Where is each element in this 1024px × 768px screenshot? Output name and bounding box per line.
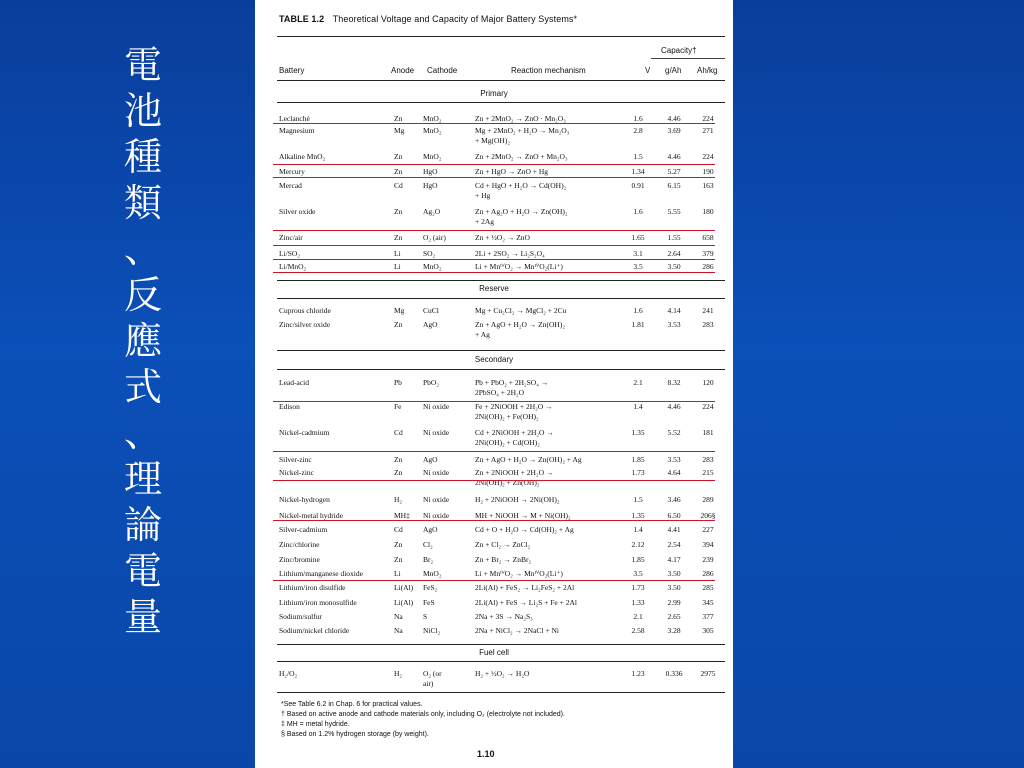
cell-reaction: Zn + 2NiOOH + 2H₂O → bbox=[475, 468, 554, 477]
cell-v: 1.34 bbox=[631, 167, 645, 176]
table-row bbox=[255, 378, 733, 397]
cell-cathode: S bbox=[423, 612, 428, 621]
cell-reaction: Zn + 2MnO₂ → ZnO + Mn₂O₃ bbox=[475, 152, 568, 161]
cell-ahkg: 345 bbox=[702, 598, 714, 607]
cell-reaction: Fe + 2NiOOH + 2H₂O → bbox=[475, 402, 553, 411]
cell-anode: H₂ bbox=[394, 669, 403, 678]
title-char: 電 bbox=[123, 549, 162, 593]
cell-battery: Nickel-cadmium bbox=[279, 428, 330, 437]
cell-cathode: Ni oxide bbox=[423, 511, 450, 520]
title-char: 種 bbox=[123, 135, 162, 179]
cell-cathode: MnO₂ bbox=[423, 569, 442, 578]
table-row bbox=[255, 495, 733, 507]
cell-anode: Zn bbox=[394, 167, 403, 176]
bottom-rule bbox=[277, 692, 725, 693]
cell-battery: Mercury bbox=[279, 167, 305, 176]
table-row bbox=[255, 626, 733, 638]
cell-anode: Fe bbox=[394, 402, 402, 411]
cell-ahkg: 394 bbox=[702, 540, 714, 549]
cell-reaction: Pb + PbO₂ + 2H₂SO₄ → bbox=[475, 378, 549, 387]
cell-gah: 5.52 bbox=[667, 428, 681, 437]
title-char: 應 bbox=[123, 319, 162, 363]
footnote-3: ‡ MH = metal hydride. bbox=[281, 721, 350, 728]
cell-reaction: Cd + O + H₂O → Cd(OH)₂ + Ag bbox=[475, 525, 574, 534]
table-row bbox=[255, 468, 733, 487]
cell-cathode: SO₂ bbox=[423, 249, 436, 258]
cell-anode: Mg bbox=[394, 126, 405, 135]
cell-v: 1.6 bbox=[633, 306, 643, 315]
cell-cathode: HgO bbox=[423, 167, 438, 176]
cell-v: 1.6 bbox=[633, 114, 643, 123]
cell-ahkg: 181 bbox=[702, 428, 714, 437]
cell-anode: Li(Al) bbox=[394, 598, 414, 607]
cell-cathode: FeS₂ bbox=[423, 583, 438, 592]
cell-gah: 4.46 bbox=[667, 152, 681, 161]
cell-ahkg: 239 bbox=[702, 555, 714, 564]
cell-gah: 3.28 bbox=[667, 626, 681, 635]
cell-ahkg: 206§ bbox=[700, 511, 716, 520]
cell-v: 1.35 bbox=[631, 428, 645, 437]
table-row bbox=[255, 669, 733, 688]
cell-v: 2.58 bbox=[631, 626, 645, 635]
header-ahkg: Ah/kg bbox=[697, 66, 718, 75]
cell-anode: Cd bbox=[394, 181, 403, 190]
table-row bbox=[255, 233, 733, 245]
header-reaction: Reaction mechanism bbox=[511, 66, 586, 75]
cell-v: 2.1 bbox=[633, 378, 643, 387]
cell-gah: 2.54 bbox=[667, 540, 681, 549]
title-char: 反 bbox=[123, 273, 162, 317]
table-row bbox=[255, 181, 733, 200]
page-number: 1.10 bbox=[477, 749, 495, 759]
title-char: 式 bbox=[123, 365, 162, 409]
cell-reaction: Zn + ½O₂ → ZnO bbox=[475, 233, 530, 242]
title-char: 類 bbox=[123, 181, 162, 225]
footnote-2: † Based on active anode and cathode materials only, including O₂ (electrolyte not included). bbox=[281, 711, 565, 718]
cell-anode: Zn bbox=[394, 468, 403, 477]
cell-v: 1.23 bbox=[631, 669, 645, 678]
cell-anode: Zn bbox=[394, 114, 403, 123]
section-secondary: Secondary bbox=[474, 355, 514, 364]
cell-reaction: Zn + 2MnO₂ → ZnO · Mn₂O₃ bbox=[475, 114, 566, 123]
cell-ahkg: 271 bbox=[702, 126, 714, 135]
cell-cathode: Br₂ bbox=[423, 555, 434, 564]
cell-v: 1.65 bbox=[631, 233, 645, 242]
highlight-underline bbox=[273, 123, 715, 124]
primary-rule bbox=[277, 102, 725, 103]
cell-battery: Sodium/nickel chloride bbox=[279, 626, 350, 635]
cell-v: 2.8 bbox=[633, 126, 643, 135]
cell-ahkg: 215 bbox=[702, 468, 714, 477]
cell-reaction: Li + MnᴵⱽO₂ → MnᴵⱽO₂(Li⁺) bbox=[475, 262, 563, 271]
cell-ahkg: 379 bbox=[702, 249, 714, 258]
table-row bbox=[255, 598, 733, 610]
cell-gah: 3.53 bbox=[667, 455, 681, 464]
cell-anode: Na bbox=[394, 612, 403, 621]
title-char: 量 bbox=[123, 595, 162, 639]
cell-battery: Li/SO₂ bbox=[279, 249, 300, 258]
fuel-rule bbox=[277, 661, 725, 662]
cell-reaction: Zn + HgO → ZnO + Hg bbox=[475, 167, 549, 176]
cell-ahkg: 377 bbox=[702, 612, 714, 621]
header-gah: g/Ah bbox=[665, 66, 682, 75]
highlight-underline bbox=[273, 480, 715, 481]
slide-title bbox=[118, 42, 168, 640]
table-row bbox=[255, 455, 733, 467]
title-char: 論 bbox=[123, 503, 162, 547]
cell-gah: 5.55 bbox=[667, 207, 681, 216]
cell-battery: Cuprous chloride bbox=[279, 306, 331, 315]
cell-cathode: Ni oxide bbox=[423, 428, 450, 437]
cell-v: 1.35 bbox=[631, 511, 645, 520]
cell-reaction-cont: + Mg(OH)₂ bbox=[475, 136, 510, 145]
table-row bbox=[255, 402, 733, 421]
cell-gah: 4.64 bbox=[667, 468, 681, 477]
cell-battery: Sodium/sulfur bbox=[279, 612, 322, 621]
cell-cathode: MnO₂ bbox=[423, 126, 442, 135]
cell-cathode: Ni oxide bbox=[423, 468, 450, 477]
header-rule bbox=[277, 80, 725, 81]
header-anode: Anode bbox=[391, 66, 415, 75]
cell-ahkg: 289 bbox=[702, 495, 714, 504]
cell-ahkg: 224 bbox=[702, 114, 714, 123]
cell-battery: Silver-cadmium bbox=[279, 525, 328, 534]
cell-battery: Li/MnO₂ bbox=[279, 262, 307, 271]
cell-anode: Zn bbox=[394, 540, 403, 549]
cell-v: 1.5 bbox=[633, 152, 643, 161]
table-row bbox=[255, 152, 733, 164]
highlight-underline bbox=[273, 230, 715, 231]
cell-cathode: O₂ (or bbox=[423, 669, 442, 678]
cell-anode: Cd bbox=[394, 428, 403, 437]
cell-reaction-cont: 2PbSO₄ + 2H₂O bbox=[475, 388, 525, 397]
cell-gah: 2.65 bbox=[667, 612, 681, 621]
cell-ahkg: 180 bbox=[702, 207, 714, 216]
highlight-underline bbox=[273, 164, 715, 165]
cell-cathode: MnO₂ bbox=[423, 152, 442, 161]
cell-ahkg: 120 bbox=[702, 378, 714, 387]
cell-reaction: Zn + Br₂ → ZnBr₂ bbox=[475, 555, 532, 564]
cell-anode: Zn bbox=[394, 152, 403, 161]
cell-gah: 3.50 bbox=[667, 569, 681, 578]
cell-ahkg: 2975 bbox=[700, 669, 716, 678]
highlight-underline bbox=[273, 272, 715, 273]
table-title: Theoretical Voltage and Capacity of Major Battery Systems* bbox=[332, 14, 578, 24]
cell-reaction: H₂ + ½O₂ → H₂O bbox=[475, 669, 530, 678]
cell-reaction: Zn + AgO + H₂O → Zn(OH)₂ + Ag bbox=[475, 455, 582, 464]
cell-reaction: 2Li(Al) + FeS₂ → Li₂FeS₂ + 2Al bbox=[475, 583, 575, 592]
cell-cathode: MnO₂ bbox=[423, 262, 442, 271]
cell-gah: 4.46 bbox=[667, 114, 681, 123]
cell-gah: 8.32 bbox=[667, 378, 681, 387]
cell-reaction-cont: 2Ni(OH)₂ + Fe(OH)₂ bbox=[475, 412, 539, 421]
cell-anode: Cd bbox=[394, 525, 403, 534]
cell-gah: 4.41 bbox=[667, 525, 681, 534]
table-row bbox=[255, 320, 733, 339]
highlight-underline bbox=[273, 451, 715, 452]
cell-v: 1.33 bbox=[631, 598, 645, 607]
header-battery: Battery bbox=[279, 66, 305, 75]
secondary-rule bbox=[277, 369, 725, 370]
cell-reaction-cont: + Ag bbox=[475, 330, 490, 339]
cell-reaction: 2Li + 2SO₂ → Li₂S₂O₄ bbox=[475, 249, 545, 258]
cell-gah: 6.15 bbox=[667, 181, 681, 190]
cell-gah: 2.99 bbox=[667, 598, 681, 607]
cell-v: 1.81 bbox=[631, 320, 645, 329]
table-row bbox=[255, 306, 733, 318]
cell-anode: Li(Al) bbox=[394, 583, 414, 592]
cell-reaction-cont: + 2Ag bbox=[475, 217, 495, 226]
table-page bbox=[255, 0, 733, 768]
cell-v: 0.91 bbox=[631, 181, 645, 190]
cell-cathode: Cl₂ bbox=[423, 540, 433, 549]
cell-anode: Zn bbox=[394, 455, 403, 464]
cell-cathode: Ni oxide bbox=[423, 402, 450, 411]
cell-reaction-cont: 2Ni(OH)₂ + Zn(OH)₂ bbox=[475, 478, 540, 487]
table-label: TABLE 1.2 bbox=[279, 14, 325, 24]
cell-battery: Alkaline MnO₂ bbox=[279, 152, 326, 161]
footnote-4: § Based on 1.2% hydrogen storage (by weight). bbox=[281, 731, 429, 738]
cell-anode: Pb bbox=[394, 378, 402, 387]
header-cathode: Cathode bbox=[427, 66, 458, 75]
cell-reaction: 2Li(Al) + FeS → Li₂S + Fe + 2Al bbox=[475, 598, 577, 607]
table-row bbox=[255, 583, 733, 595]
cell-battery: Magnesium bbox=[279, 126, 315, 135]
cell-v: 1.73 bbox=[631, 583, 645, 592]
cell-anode: Li bbox=[394, 249, 401, 258]
title-char: 、 bbox=[123, 411, 162, 455]
highlight-underline bbox=[273, 580, 715, 581]
cell-cathode: HgO bbox=[423, 181, 438, 190]
cell-v: 1.4 bbox=[633, 525, 643, 534]
fuel-top-rule bbox=[277, 644, 725, 645]
cell-ahkg: 305 bbox=[702, 626, 714, 635]
cell-reaction: Cd + 2NiOOH + 2H₂O → bbox=[475, 428, 554, 437]
cell-v: 3.1 bbox=[633, 249, 643, 258]
cell-v: 1.6 bbox=[633, 207, 643, 216]
cell-anode: Na bbox=[394, 626, 403, 635]
cell-cathode-cont: air) bbox=[423, 679, 434, 688]
cell-anode: H₂ bbox=[394, 495, 403, 504]
section-fuel: Fuel cell bbox=[479, 648, 509, 657]
section-reserve: Reserve bbox=[479, 284, 509, 293]
cell-v: 1.85 bbox=[631, 555, 645, 564]
cell-ahkg: 285 bbox=[702, 583, 714, 592]
cell-ahkg: 224 bbox=[702, 152, 714, 161]
cell-ahkg: 190 bbox=[702, 167, 714, 176]
cell-reaction: Cd + HgO + H₂O → Cd(OH)₂ bbox=[475, 181, 567, 190]
cell-reaction: H₂ + 2NiOOH → 2Ni(OH)₂ bbox=[475, 495, 560, 504]
table-row bbox=[255, 428, 733, 447]
highlight-underline bbox=[273, 245, 715, 246]
cell-ahkg: 224 bbox=[702, 402, 714, 411]
cell-anode: Zn bbox=[394, 555, 403, 564]
cell-reaction: MH + NiOOH → M + Ni(OH)₂ bbox=[475, 511, 571, 520]
table-row bbox=[255, 126, 733, 145]
cell-battery: Zinc/silver oxide bbox=[279, 320, 331, 329]
table-row bbox=[255, 612, 733, 624]
cell-gah: 4.17 bbox=[667, 555, 681, 564]
cell-battery: H₂/O₂ bbox=[279, 669, 298, 678]
cell-battery: Lithium/iron monosulfide bbox=[279, 598, 357, 607]
cell-v: 2.12 bbox=[631, 540, 645, 549]
cell-cathode: PbO₂ bbox=[423, 378, 439, 387]
title-char: 池 bbox=[123, 89, 162, 133]
cell-anode: Zn bbox=[394, 207, 403, 216]
cell-reaction: Zn + Ag₂O + H₂O → Zn(OH)₂ bbox=[475, 207, 568, 216]
cell-cathode: AgO bbox=[423, 525, 438, 534]
cell-gah: 1.55 bbox=[667, 233, 681, 242]
cell-ahkg: 286 bbox=[702, 262, 714, 271]
section-primary: Primary bbox=[480, 89, 508, 98]
capacity-rule bbox=[651, 58, 725, 59]
cell-gah: 2.64 bbox=[667, 249, 681, 258]
cell-battery: Lead-acid bbox=[279, 378, 309, 387]
cell-gah: 5.27 bbox=[667, 167, 681, 176]
cell-battery: Edison bbox=[279, 402, 300, 411]
cell-v: 3.5 bbox=[633, 569, 643, 578]
cell-battery: Silver oxide bbox=[279, 207, 316, 216]
cell-anode: Mg bbox=[394, 306, 405, 315]
cell-cathode: MnO₂ bbox=[423, 114, 442, 123]
highlight-underline bbox=[273, 259, 715, 260]
cell-ahkg: 227 bbox=[702, 525, 714, 534]
table-row bbox=[255, 114, 733, 126]
cell-reaction: Mg + Cu₂Cl₂ → MgCl₂ + 2Cu bbox=[475, 306, 567, 315]
cell-battery: Nickel-zinc bbox=[279, 468, 314, 477]
cell-gah: 4.14 bbox=[667, 306, 681, 315]
table-row bbox=[255, 540, 733, 552]
cell-battery: Zinc/air bbox=[279, 233, 303, 242]
cell-ahkg: 163 bbox=[702, 181, 714, 190]
cell-cathode: FeS bbox=[423, 598, 435, 607]
secondary-top-rule bbox=[277, 350, 725, 351]
cell-ahkg: 286 bbox=[702, 569, 714, 578]
cell-ahkg: 241 bbox=[702, 306, 714, 315]
table-row bbox=[255, 525, 733, 537]
cell-v: 1.5 bbox=[633, 495, 643, 504]
cell-reaction-cont: + Hg bbox=[475, 191, 491, 200]
cell-cathode: AgO bbox=[423, 320, 438, 329]
title-char: 理 bbox=[123, 457, 162, 501]
cell-battery: Leclanché bbox=[279, 114, 310, 123]
cell-anode: Li bbox=[394, 262, 401, 271]
cell-v: 3.5 bbox=[633, 262, 643, 271]
cell-cathode: O₂ (air) bbox=[423, 233, 446, 242]
reserve-rule bbox=[277, 298, 725, 299]
cell-cathode: AgO bbox=[423, 455, 438, 464]
cell-ahkg: 283 bbox=[702, 455, 714, 464]
cell-battery: Zinc/chlorine bbox=[279, 540, 320, 549]
cell-gah: 3.50 bbox=[667, 262, 681, 271]
highlight-underline bbox=[273, 177, 715, 178]
reserve-top-rule bbox=[277, 280, 725, 281]
cell-gah: 3.69 bbox=[667, 126, 681, 135]
cell-reaction: 2Na + NiCl₂ → 2NaCl + Ni bbox=[475, 626, 559, 635]
table-row bbox=[255, 207, 733, 226]
cell-ahkg: 283 bbox=[702, 320, 714, 329]
header-capacity: Capacity† bbox=[661, 46, 697, 55]
cell-anode: Li bbox=[394, 569, 401, 578]
cell-reaction: Zn + Cl₂ → ZnCl₂ bbox=[475, 540, 531, 549]
cell-gah: 3.46 bbox=[667, 495, 681, 504]
cell-reaction: Mg + 2MnO₂ + H₂O → Mn₂O₃ bbox=[475, 126, 570, 135]
cell-reaction: Zn + AgO + H₂O → Zn(OH)₂ bbox=[475, 320, 565, 329]
cell-v: 1.4 bbox=[633, 402, 643, 411]
cell-ahkg: 658 bbox=[702, 233, 714, 242]
cell-v: 1.73 bbox=[631, 468, 645, 477]
cell-gah: 4.46 bbox=[667, 402, 681, 411]
cell-anode: Zn bbox=[394, 320, 403, 329]
cell-battery: Nickel-metal hydride bbox=[279, 511, 343, 520]
cell-cathode: Ag₂O bbox=[423, 207, 441, 216]
highlight-underline bbox=[273, 520, 715, 521]
cell-battery: Mercad bbox=[279, 181, 302, 190]
cell-battery: Lithium/iron disulfide bbox=[279, 583, 346, 592]
cell-gah: 0.336 bbox=[665, 669, 683, 678]
cell-cathode: Ni oxide bbox=[423, 495, 450, 504]
cell-battery: Silver-zinc bbox=[279, 455, 312, 464]
title-char: 電 bbox=[123, 43, 162, 87]
highlight-underline bbox=[273, 401, 715, 402]
cell-battery: Nickel-hydrogen bbox=[279, 495, 330, 504]
cell-cathode: NiCl₂ bbox=[423, 626, 441, 635]
cell-gah: 6.50 bbox=[667, 511, 681, 520]
cell-reaction-cont: 2Ni(OH)₂ + Cd(OH)₂ bbox=[475, 438, 540, 447]
table-row bbox=[255, 555, 733, 567]
top-rule bbox=[277, 36, 725, 37]
cell-gah: 3.53 bbox=[667, 320, 681, 329]
cell-gah: 3.50 bbox=[667, 583, 681, 592]
cell-v: 1.85 bbox=[631, 455, 645, 464]
title-char: 、 bbox=[123, 227, 162, 271]
table-caption bbox=[279, 14, 577, 24]
cell-cathode: CuCl bbox=[423, 306, 439, 315]
cell-battery: Lithium/manganese dioxide bbox=[279, 569, 363, 578]
cell-anode: Zn bbox=[394, 233, 403, 242]
cell-reaction: Li + MnᴵⱽO₂ → MnᴵⱽO₂(Li⁺) bbox=[475, 569, 563, 578]
footnote-1: *See Table 6.2 in Chap. 6 for practical values. bbox=[281, 701, 423, 708]
cell-battery: Zinc/bromine bbox=[279, 555, 320, 564]
cell-reaction: 2Na + 3S → Na₂S₃ bbox=[475, 612, 533, 621]
cell-anode: MH‡ bbox=[394, 511, 410, 520]
table-row bbox=[255, 511, 733, 523]
header-v: V bbox=[645, 66, 651, 75]
cell-v: 2.1 bbox=[633, 612, 643, 621]
